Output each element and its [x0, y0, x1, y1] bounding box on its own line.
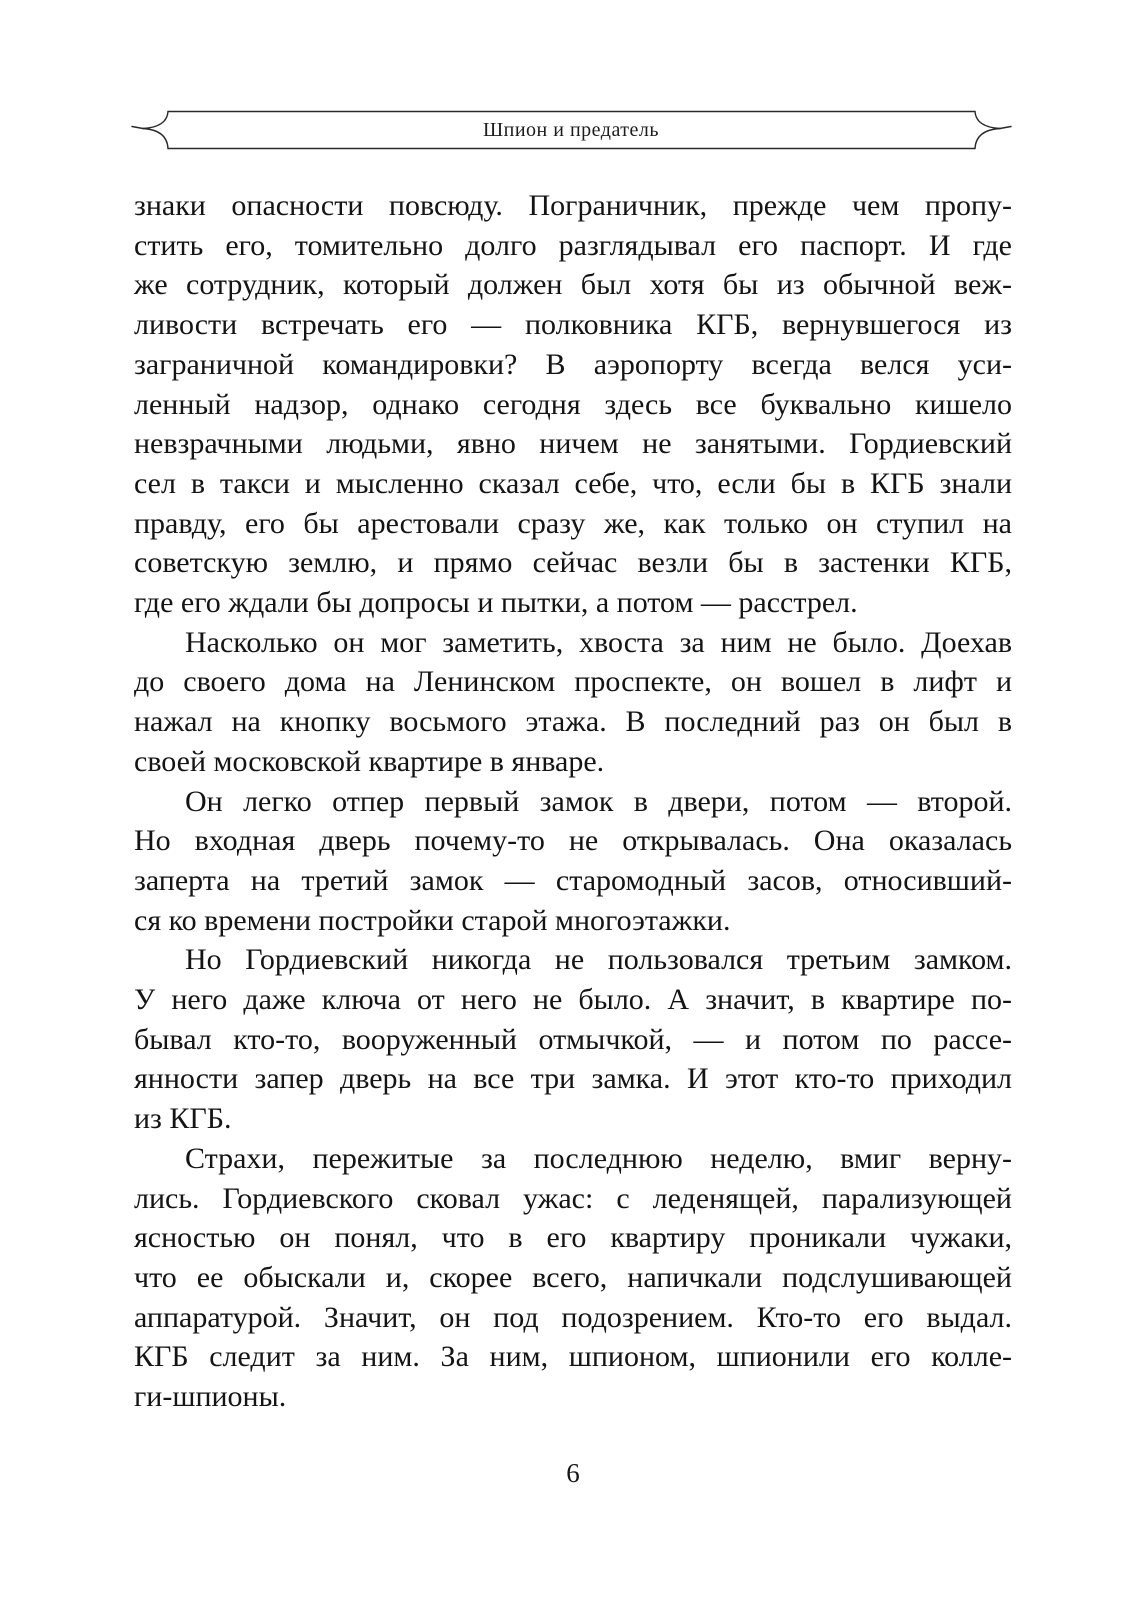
text-line: до своего дома на Ленинском проспекте, он вошел в лифт и [134, 665, 1012, 699]
paragraph [134, 940, 1012, 1139]
text-line: знаки опасности повсюду. Пограничник, прежде чем пропу- [134, 189, 1012, 222]
text-line: Насколько он мог заметить, хвоста за ним не было. Доехав [185, 625, 1012, 659]
text-line: ясностью он понял, что в его квартиру проникали чужаки, [134, 1221, 1012, 1255]
text-line: У него даже ключа от него не было. А значит, в квартире по- [134, 983, 1012, 1017]
text-line: Он легко отпер первый замок в двери, потом — второй. [185, 784, 1012, 818]
text-line: ся ко времени постройки старой многоэтажки. [134, 903, 731, 937]
text-line: янности запер дверь на все три замка. И этот кто-то приходил [134, 1062, 1012, 1096]
text-line: Страхи, пережитые за последнюю неделю, вмиг верну- [185, 1141, 1012, 1175]
text-line: что ее обыскали и, скорее всего, напичкали подслушивающей [134, 1260, 1012, 1294]
body-text [134, 186, 1012, 1417]
text-line: аппаратурой. Значит, он под подозрением. Кто-то его выдал. [134, 1300, 1012, 1334]
text-line: правду, его бы арестовали сразу же, как только он ступил на [134, 506, 1012, 540]
text-line: советскую землю, и прямо сейчас везли бы в застенки КГБ, [134, 546, 1012, 580]
text-line: КГБ следит за ним. За ним, шпионом, шпионили его колле- [134, 1340, 1012, 1374]
text-line: своей московской квартире в январе. [134, 744, 605, 778]
text-line: ливости встречать его — полковника КГБ, вернувшегося из [134, 308, 1012, 342]
text-line: сел в такси и мысленно сказал себе, что, если бы в КГБ знали [134, 466, 1012, 500]
text-line: же сотрудник, который должен был хотя бы из обычной веж- [134, 268, 1012, 302]
paragraph [134, 623, 1012, 782]
paragraph [134, 1139, 1012, 1417]
text-line: лись. Гордиевского сковал ужас: с леденящей, парализующей [134, 1181, 1012, 1215]
text-line: заперта на третий замок — старомодный засов, относивший- [134, 863, 1012, 897]
page-number: 6 [566, 1458, 580, 1488]
text-line: Но Гордиевский никогда не пользовался третьим замком. [185, 943, 1012, 977]
text-line: стить его, томительно долго разглядывал его паспорт. И где [134, 228, 1012, 262]
text-line: Но входная дверь почему-то не открывалась. Она оказалась [134, 824, 1012, 858]
running-header-title: Шпион и предатель [482, 119, 660, 141]
text-line: нажал на кнопку восьмого этажа. В последний раз он был в [134, 705, 1012, 739]
text-line: из КГБ. [134, 1102, 232, 1136]
text-line: невзрачными людьми, явно ничем не занятыми. Гордиевский [134, 427, 1012, 461]
text-line: бывал кто-то, вооруженный отмычкой, — и потом по рассе- [134, 1022, 1012, 1056]
paragraph [134, 782, 1012, 941]
paragraph [134, 186, 1012, 623]
text-line: ги-шпионы. [134, 1380, 287, 1414]
text-line: ленный надзор, однако сегодня здесь все буквально кишело [134, 387, 1012, 421]
text-line: заграничной командировки? В аэропорту всегда велся уси- [134, 347, 1012, 381]
text-line: где его ждали бы допросы и пытки, а потом — расстрел. [134, 586, 858, 620]
